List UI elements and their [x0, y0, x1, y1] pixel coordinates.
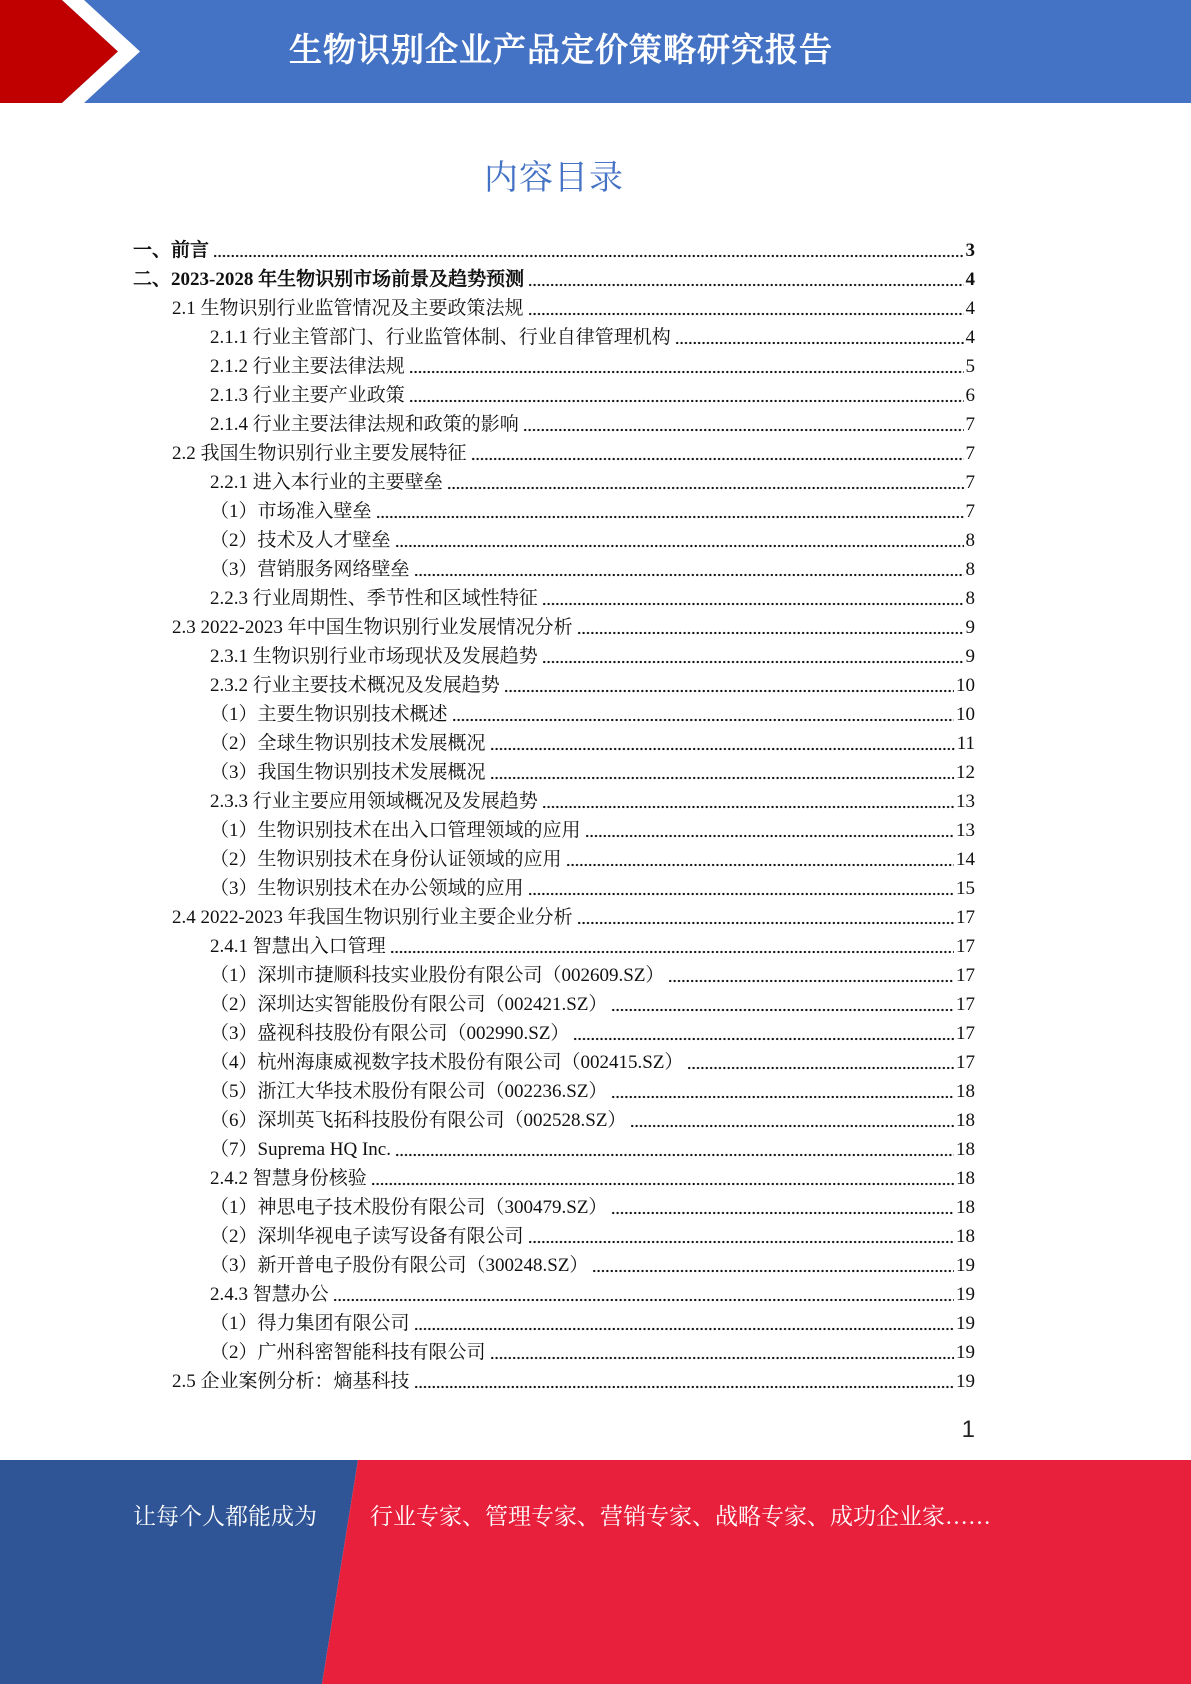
toc-dot-leader [566, 845, 954, 874]
toc-dot-leader [528, 1222, 954, 1251]
toc-entry-page-number: 4 [965, 298, 975, 319]
toc-entry-page-number: 13 [956, 820, 975, 841]
toc-entry[interactable] [133, 990, 975, 1019]
footer-slogan-right: 行业专家、管理专家、营销专家、战略专家、成功企业家…… [370, 1504, 991, 1529]
toc-entry-page-number: 8 [965, 588, 975, 609]
toc-entry[interactable] [133, 294, 975, 323]
toc-entry-page-number: 3 [965, 240, 975, 261]
toc-dot-leader [376, 497, 964, 526]
toc-entry[interactable] [133, 323, 975, 352]
toc-entry-title: 2.3.3 行业主要应用领域概况及发展趋势 [210, 791, 538, 812]
toc-dot-leader [528, 294, 964, 323]
toc-entry-title: 2.1 生物识别行业监管情况及主要政策法规 [172, 298, 524, 319]
toc-entry-page-number: 18 [956, 1168, 975, 1189]
toc-entry-title: 2.4.1 智慧出入口管理 [210, 936, 386, 957]
toc-entry-page-number: 19 [956, 1255, 975, 1276]
toc-entry[interactable] [133, 1048, 975, 1077]
toc-entry-title: （3）新开普电子股份有限公司（300248.SZ） [210, 1255, 589, 1276]
toc-entry-page-number: 19 [956, 1371, 975, 1392]
toc-dot-leader [523, 410, 964, 439]
toc-entry-page-number: 7 [965, 501, 975, 522]
toc-entry-page-number: 14 [956, 849, 975, 870]
toc-entry-page-number: 17 [956, 1023, 975, 1044]
toc-entry[interactable] [133, 410, 975, 439]
toc-dot-leader [687, 1048, 954, 1077]
toc-entry-title: 2.4 2022-2023 年我国生物识别行业主要企业分析 [172, 907, 573, 928]
toc-entry-title: （2）广州科密智能科技有限公司 [210, 1342, 486, 1363]
toc-entry[interactable] [133, 1280, 975, 1309]
toc-entry-title: （1）深圳市捷顺科技实业股份有限公司（002609.SZ） [210, 965, 665, 986]
toc-entry-page-number: 12 [956, 762, 975, 783]
toc-entry[interactable] [133, 236, 975, 265]
toc-entry-title: （2）生物识别技术在身份认证领域的应用 [210, 849, 562, 870]
toc-entry-title: 2.3.2 行业主要技术概况及发展趋势 [210, 675, 500, 696]
toc-entry-title: （3）营销服务网络壁垒 [210, 559, 410, 580]
toc-entry[interactable] [133, 352, 975, 381]
toc-dot-leader [573, 1019, 954, 1048]
toc-entry[interactable] [133, 932, 975, 961]
toc-entry-title: 2.2 我国生物识别行业主要发展特征 [172, 443, 467, 464]
toc-entry-page-number: 4 [965, 327, 975, 348]
toc-entry-title: （2）全球生物识别技术发展概况 [210, 733, 486, 754]
footer-blue-panel [0, 1460, 358, 1684]
toc-entry-title: （1）市场准入壁垒 [210, 501, 372, 522]
toc-entry-title: 2.3 2022-2023 年中国生物识别行业发展情况分析 [172, 617, 573, 638]
toc-entry[interactable] [133, 787, 975, 816]
toc-entry-page-number: 18 [956, 1110, 975, 1131]
toc-entry-title: 2.1.4 行业主要法律法规和政策的影响 [210, 414, 519, 435]
toc-dot-leader [395, 1135, 954, 1164]
toc-entry[interactable] [133, 729, 975, 758]
toc-entry[interactable] [133, 1193, 975, 1222]
toc-entry-page-number: 4 [965, 269, 975, 290]
report-title: 生物识别企业产品定价策略研究报告 [289, 31, 833, 68]
toc-entry-page-number: 19 [956, 1313, 975, 1334]
toc-entry-page-number: 17 [956, 1052, 975, 1073]
toc-entry-page-number: 8 [965, 559, 975, 580]
toc-entry-page-number: 10 [956, 704, 975, 725]
toc-entry-page-number: 8 [965, 530, 975, 551]
toc-entry-page-number: 17 [956, 994, 975, 1015]
toc-entry[interactable] [133, 874, 975, 903]
toc-entry-title: （1）主要生物识别技术概述 [210, 704, 448, 725]
toc-dot-leader [409, 381, 964, 410]
toc-dot-leader [611, 1077, 954, 1106]
toc-dot-leader [528, 265, 963, 294]
toc-entry[interactable] [133, 1164, 975, 1193]
toc-entry-title: 2.2.1 进入本行业的主要壁垒 [210, 472, 443, 493]
toc-entry[interactable] [133, 439, 975, 468]
toc-entry[interactable] [133, 1251, 975, 1280]
footer-banner [0, 1460, 1191, 1684]
toc-entry-title: （1）神思电子技术股份有限公司（300479.SZ） [210, 1197, 608, 1218]
toc-entry[interactable] [133, 1222, 975, 1251]
toc-dot-leader [371, 1164, 954, 1193]
toc-entry-title: （3）生物识别技术在办公领域的应用 [210, 878, 524, 899]
toc-dot-leader [611, 990, 954, 1019]
toc-dot-leader [592, 1251, 954, 1280]
footer-red-panel [322, 1460, 1191, 1684]
toc-entry-page-number: 17 [956, 936, 975, 957]
toc-entry[interactable] [133, 758, 975, 787]
toc-dot-leader [390, 932, 954, 961]
toc-entry[interactable] [133, 700, 975, 729]
toc-entry-title: （2）技术及人才壁垒 [210, 530, 391, 551]
toc-entry[interactable] [133, 613, 975, 642]
toc-dot-leader [409, 352, 964, 381]
toc-entry-title: 2.4.3 智慧办公 [210, 1284, 329, 1305]
toc-dot-leader [542, 584, 964, 613]
toc-heading: 内容目录 [484, 159, 624, 197]
toc-entry-page-number: 18 [956, 1081, 975, 1102]
toc-entry[interactable] [133, 1106, 975, 1135]
toc-entry-title: （2）深圳达实智能股份有限公司（002421.SZ） [210, 994, 608, 1015]
toc-dot-leader [542, 642, 964, 671]
toc-entry-title: （7）Suprema HQ Inc. [210, 1139, 391, 1160]
toc-entry[interactable] [133, 555, 975, 584]
toc-entry-page-number: 7 [965, 443, 975, 464]
toc-entry[interactable] [133, 526, 975, 555]
toc-entry[interactable] [133, 584, 975, 613]
toc-entry-title: （4）杭州海康威视数字技术股份有限公司（002415.SZ） [210, 1052, 684, 1073]
toc-dot-leader [528, 874, 954, 903]
toc-dot-leader [414, 555, 964, 584]
toc-entry-page-number: 15 [956, 878, 975, 899]
toc-entry-title: 2.4.2 智慧身份核验 [210, 1168, 367, 1189]
toc-entry-page-number: 10 [956, 675, 975, 696]
toc-entry-page-number: 11 [956, 733, 975, 754]
toc-entry-page-number: 7 [965, 414, 975, 435]
toc-dot-leader [471, 439, 964, 468]
toc-dot-leader [611, 1193, 954, 1222]
toc-entry[interactable] [133, 642, 975, 671]
toc-entry-page-number: 9 [965, 617, 975, 638]
toc-entry-page-number: 6 [965, 385, 975, 406]
toc-entry-title: 2.1.2 行业主要法律法规 [210, 356, 405, 377]
page-number: 1 [961, 1416, 975, 1443]
footer-slogan-left: 让每个人都能成为 [133, 1504, 317, 1529]
toc-dot-leader [585, 816, 954, 845]
toc-entry[interactable] [133, 1338, 975, 1367]
toc-entry-page-number: 18 [956, 1226, 975, 1247]
toc-entry[interactable] [133, 265, 975, 294]
toc-entry[interactable] [133, 1309, 975, 1338]
toc-dot-leader [213, 236, 963, 265]
toc-dot-leader [490, 729, 955, 758]
toc-entry-page-number: 18 [956, 1197, 975, 1218]
toc-entry[interactable] [133, 1367, 975, 1396]
toc-dot-leader [542, 787, 954, 816]
toc-entry-title: 2.2.3 行业周期性、季节性和区域性特征 [210, 588, 538, 609]
toc-list [133, 236, 975, 1396]
toc-entry-title: 二、2023-2028 年生物识别市场前景及趋势预测 [133, 269, 525, 290]
toc-entry-title: 2.5 企业案例分析：熵基科技 [172, 1371, 410, 1392]
toc-entry-title: （6）深圳英飞拓科技股份有限公司（002528.SZ） [210, 1110, 627, 1131]
toc-entry[interactable] [133, 961, 975, 990]
toc-entry[interactable] [133, 1019, 975, 1048]
toc-entry-title: （2）深圳华视电子读写设备有限公司 [210, 1226, 524, 1247]
toc-dot-leader [577, 613, 964, 642]
toc-dot-leader [668, 961, 954, 990]
toc-entry-title: 一、前言 [133, 240, 210, 261]
toc-entry[interactable] [133, 381, 975, 410]
toc-dot-leader [577, 903, 954, 932]
toc-dot-leader [504, 671, 954, 700]
toc-entry-page-number: 9 [965, 646, 975, 667]
toc-dot-leader [630, 1106, 954, 1135]
toc-entry[interactable] [133, 1077, 975, 1106]
toc-entry-page-number: 17 [956, 907, 975, 928]
toc-entry[interactable] [133, 816, 975, 845]
toc-entry-title: （3）我国生物识别技术发展概况 [210, 762, 486, 783]
toc-entry[interactable] [133, 845, 975, 874]
toc-entry-page-number: 18 [956, 1139, 975, 1160]
toc-entry[interactable] [133, 1135, 975, 1164]
toc-entry-title: 2.1.1 行业主管部门、行业监管体制、行业自律管理机构 [210, 327, 671, 348]
toc-dot-leader [333, 1280, 954, 1309]
toc-entry-page-number: 19 [956, 1284, 975, 1305]
toc-dot-leader [452, 700, 954, 729]
toc-dot-leader [414, 1367, 954, 1396]
toc-entry[interactable] [133, 468, 975, 497]
toc-entry-page-number: 19 [956, 1342, 975, 1363]
toc-entry-page-number: 5 [965, 356, 975, 377]
toc-entry[interactable] [133, 671, 975, 700]
toc-dot-leader [490, 1338, 954, 1367]
toc-dot-leader [447, 468, 964, 497]
toc-entry-title: 2.3.1 生物识别行业市场现状及发展趋势 [210, 646, 538, 667]
toc-entry-title: （3）盛视科技股份有限公司（002990.SZ） [210, 1023, 570, 1044]
toc-entry-title: （1）生物识别技术在出入口管理领域的应用 [210, 820, 581, 841]
toc-dot-leader [395, 526, 964, 555]
toc-entry-title: 2.1.3 行业主要产业政策 [210, 385, 405, 406]
toc-dot-leader [414, 1309, 954, 1338]
toc-entry-title: （1）得力集团有限公司 [210, 1313, 410, 1334]
toc-entry[interactable] [133, 497, 975, 526]
toc-dot-leader [490, 758, 954, 787]
toc-entry-page-number: 17 [956, 965, 975, 986]
toc-entry-page-number: 13 [956, 791, 975, 812]
toc-entry[interactable] [133, 903, 975, 932]
toc-entry-title: （5）浙江大华技术股份有限公司（002236.SZ） [210, 1081, 608, 1102]
toc-dot-leader [675, 323, 964, 352]
toc-entry-page-number: 7 [965, 472, 975, 493]
